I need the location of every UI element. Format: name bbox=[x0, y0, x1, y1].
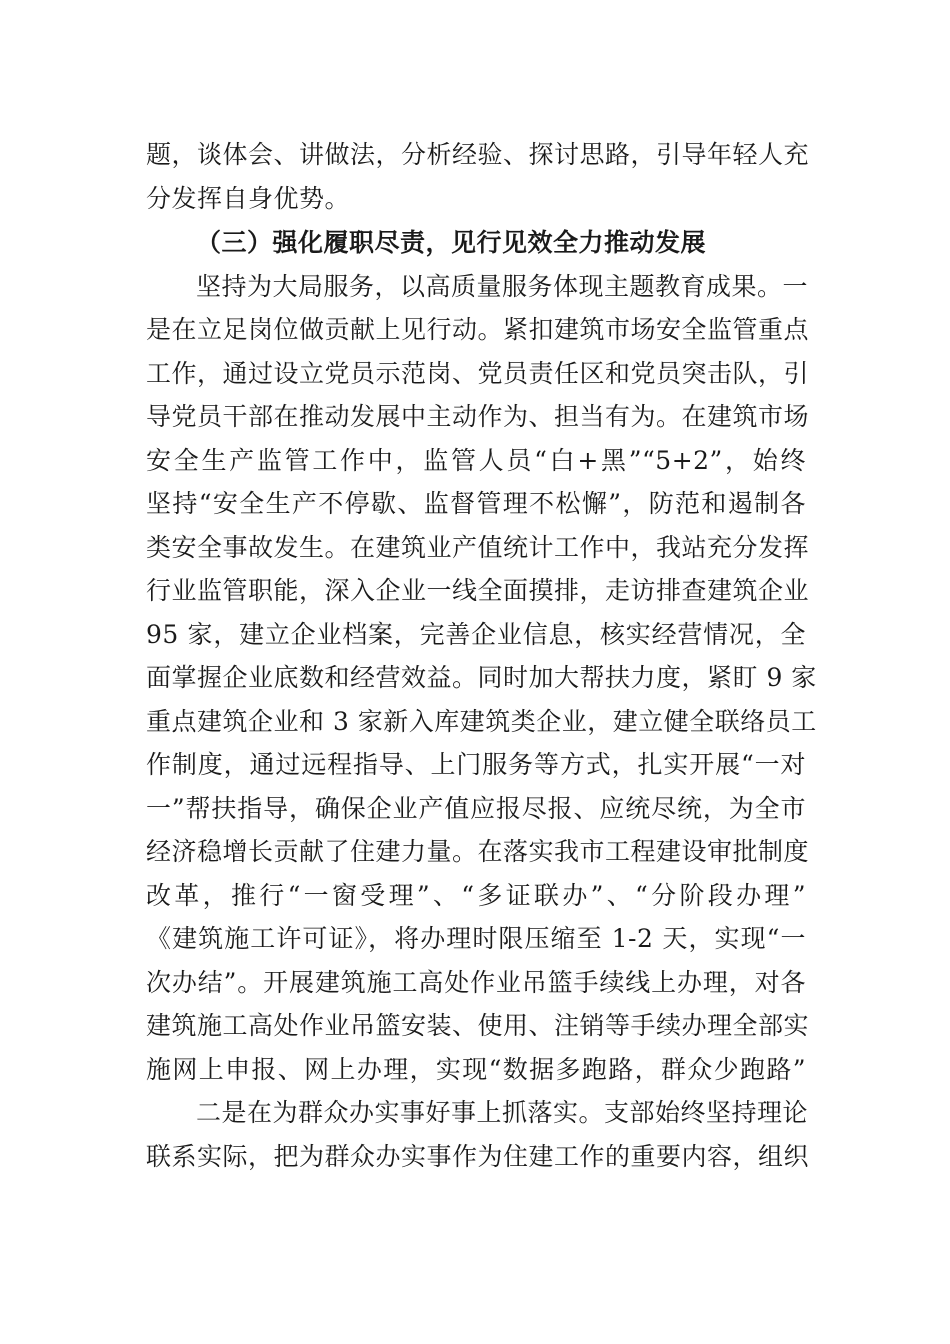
paragraph-line: 建筑施工高处作业吊篮安装、使用、注销等手续办理全部实 bbox=[146, 1011, 810, 1040]
paragraph-line: 坚持“安全生产不停歇、监督管理不松懈”，防范和遏制各 bbox=[146, 489, 806, 518]
paragraph-line: 作制度，通过远程指导、上门服务等方式，扎实开展“一对 bbox=[146, 750, 806, 779]
paragraph-line: 面掌握企业底数和经营效益。同时加大帮扶力度，紧盯 9 家 bbox=[146, 663, 817, 692]
paragraph-line: 施网上申报、网上办理，实现“数据多跑路，群众少跑路” bbox=[146, 1055, 806, 1084]
paragraph-line: 重点建筑企业和 3 家新入库建筑类企业，建立健全联络员工 bbox=[146, 707, 817, 736]
paragraph-line: 95 家，建立企业档案，完善企业信息，核实经营情况，全 bbox=[146, 620, 806, 649]
section-heading: （三）强化履职尽责，见行见效全力推动发展 bbox=[196, 228, 707, 257]
paragraph-line: 次办结”。开展建筑施工高处作业吊篮手续线上办理，对各 bbox=[146, 968, 806, 997]
paragraph-line: 导党员干部在推动发展中主动作为、担当有为。在建筑市场 bbox=[146, 402, 810, 431]
paragraph-line: 题，谈体会、讲做法，分析经验、探讨思路，引导年轻人充 bbox=[146, 140, 810, 169]
paragraph-line: 坚持为大局服务，以高质量服务体现主题教育成果。一 bbox=[196, 272, 809, 301]
paragraph-line: 是在立足岗位做贡献上见行动。紧扣建筑市场安全监管重点 bbox=[146, 315, 810, 344]
paragraph-line: 一”帮扶指导，确保企业产值应报尽报、应统尽统，为全市 bbox=[146, 794, 806, 823]
paragraph-line: 改革，推行“一窗受理”、“多证联办”、“分阶段办理” bbox=[146, 881, 806, 910]
paragraph-line: 二是在为群众办实事好事上抓落实。支部始终坚持理论 bbox=[196, 1098, 809, 1127]
paragraph-line: 《建筑施工许可证》，将办理时限压缩至 1-2 天，实现“一 bbox=[146, 924, 806, 953]
paragraph-line: 类安全事故发生。在建筑业产值统计工作中，我站充分发挥 bbox=[146, 533, 810, 562]
paragraph-line: 分发挥自身优势。 bbox=[146, 184, 351, 213]
paragraph-line: 行业监管职能，深入企业一线全面摸排，走访排查建筑企业 bbox=[146, 576, 810, 605]
paragraph-line: 工作，通过设立党员示范岗、党员责任区和党员突击队，引 bbox=[146, 359, 810, 388]
paragraph-line: 经济稳增长贡献了住建力量。在落实我市工程建设审批制度 bbox=[146, 837, 810, 866]
paragraph-line: 安全生产监管工作中，监管人员“白+黑”“5+2”，始终 bbox=[146, 446, 806, 475]
paragraph-line: 联系实际，把为群众办实事作为住建工作的重要内容，组织 bbox=[146, 1142, 810, 1171]
